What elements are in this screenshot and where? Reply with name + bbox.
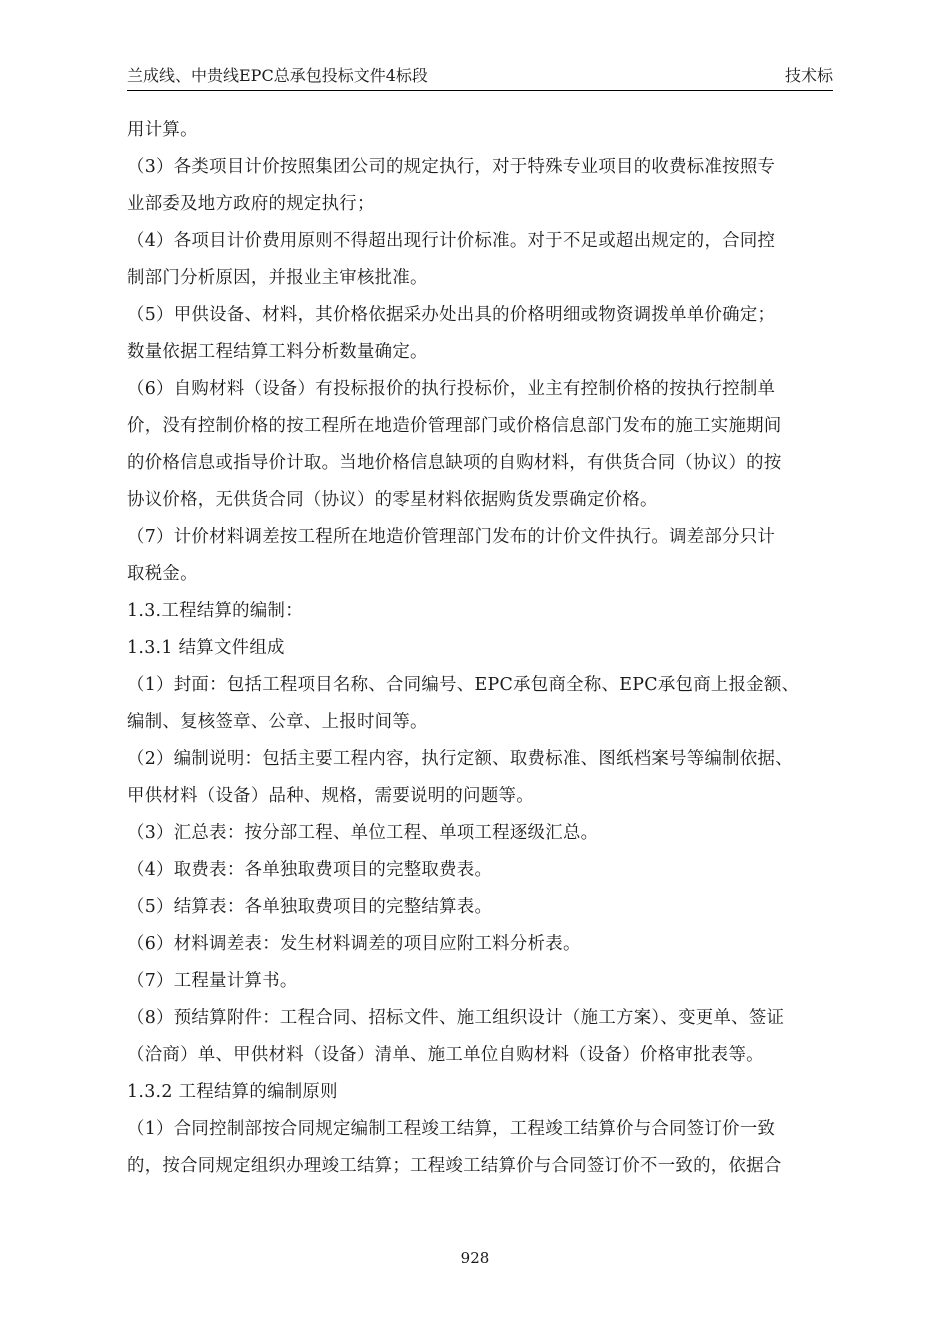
page-header: [127, 66, 833, 91]
text-line: （7）计价材料调差按工程所在地造价管理部门发布的计价文件执行。调差部分只计: [127, 527, 776, 547]
text-line: （1）合同控制部按合同规定编制工程竣工结算，工程竣工结算价与合同签订价一致: [127, 1119, 776, 1139]
text-line: 价，没有控制价格的按工程所在地造价管理部门或价格信息部门发布的施工实施期间: [127, 416, 782, 436]
body-text: [127, 112, 837, 1185]
text-line: 的，按合同规定组织办理竣工结算；工程竣工结算价与合同签订价不一致的，依据合: [127, 1156, 782, 1176]
text-line: （5）结算表：各单独取费项目的完整结算表。: [127, 897, 493, 917]
text-line: 数量依据工程结算工料分析数量确定。: [127, 342, 428, 362]
text-line: 的价格信息或指导价计取。当地价格信息缺项的自购材料，有供货合同（协议）的按: [127, 453, 782, 473]
text-line: （2）编制说明：包括主要工程内容，执行定额、取费标准、图纸档案号等编制依据、: [127, 749, 793, 769]
text-line: 编制、复核签章、公章、上报时间等。: [127, 712, 428, 732]
text-line: （4）各项目计价费用原则不得超出现行计价标准。对于不足或超出规定的，合同控: [127, 231, 776, 251]
subsection-heading: 1.3.2 工程结算的编制原则: [127, 1082, 338, 1102]
document-title: 兰成线、中贵线EPC总承包投标文件4标段: [127, 66, 428, 85]
page-number: 928: [460, 1249, 490, 1267]
section-label: 技术标: [784, 66, 833, 85]
text-line: 协议价格，无供货合同（协议）的零星材料依据购货发票确定价格。: [127, 490, 658, 510]
text-line: 甲供材料（设备）品种、规格，需要说明的问题等。: [127, 786, 534, 806]
text-line: （1）封面：包括工程项目名称、合同编号、EPC承包商全称、EPC承包商上报金额、: [127, 675, 800, 695]
text-line: 业部委及地方政府的规定执行；: [127, 194, 375, 214]
text-line: 取税金。: [127, 564, 198, 584]
text-line: （4）取费表：各单独取费项目的完整取费表。: [127, 860, 493, 880]
subsection-heading: 1.3.1 结算文件组成: [127, 638, 285, 658]
text-line: 制部门分析原因，并报业主审核批准。: [127, 268, 428, 288]
text-line: （5）甲供设备、材料，其价格依据采办处出具的价格明细或物资调拨单单价确定；: [127, 305, 776, 325]
text-line: （3）汇总表：按分部工程、单位工程、单项工程逐级汇总。: [127, 823, 599, 843]
text-line: 用计算。: [127, 120, 198, 140]
text-line: （7）工程量计算书。: [127, 971, 298, 991]
text-line: （6）自购材料（设备）有投标报价的执行投标价，业主有控制价格的按执行控制单: [127, 379, 776, 399]
text-line: （洽商）单、甲供材料（设备）清单、施工单位自购材料（设备）价格审批表等。: [127, 1045, 764, 1065]
text-line: （3）各类项目计价按照集团公司的规定执行，对于特殊专业项目的收费标准按照专: [127, 157, 776, 177]
text-line: （8）预结算附件：工程合同、招标文件、施工组织设计（施工方案）、变更单、签证: [127, 1008, 785, 1028]
text-line: （6）材料调差表：发生材料调差的项目应附工料分析表。: [127, 934, 581, 954]
section-heading: 1.3.工程结算的编制：: [127, 601, 303, 621]
